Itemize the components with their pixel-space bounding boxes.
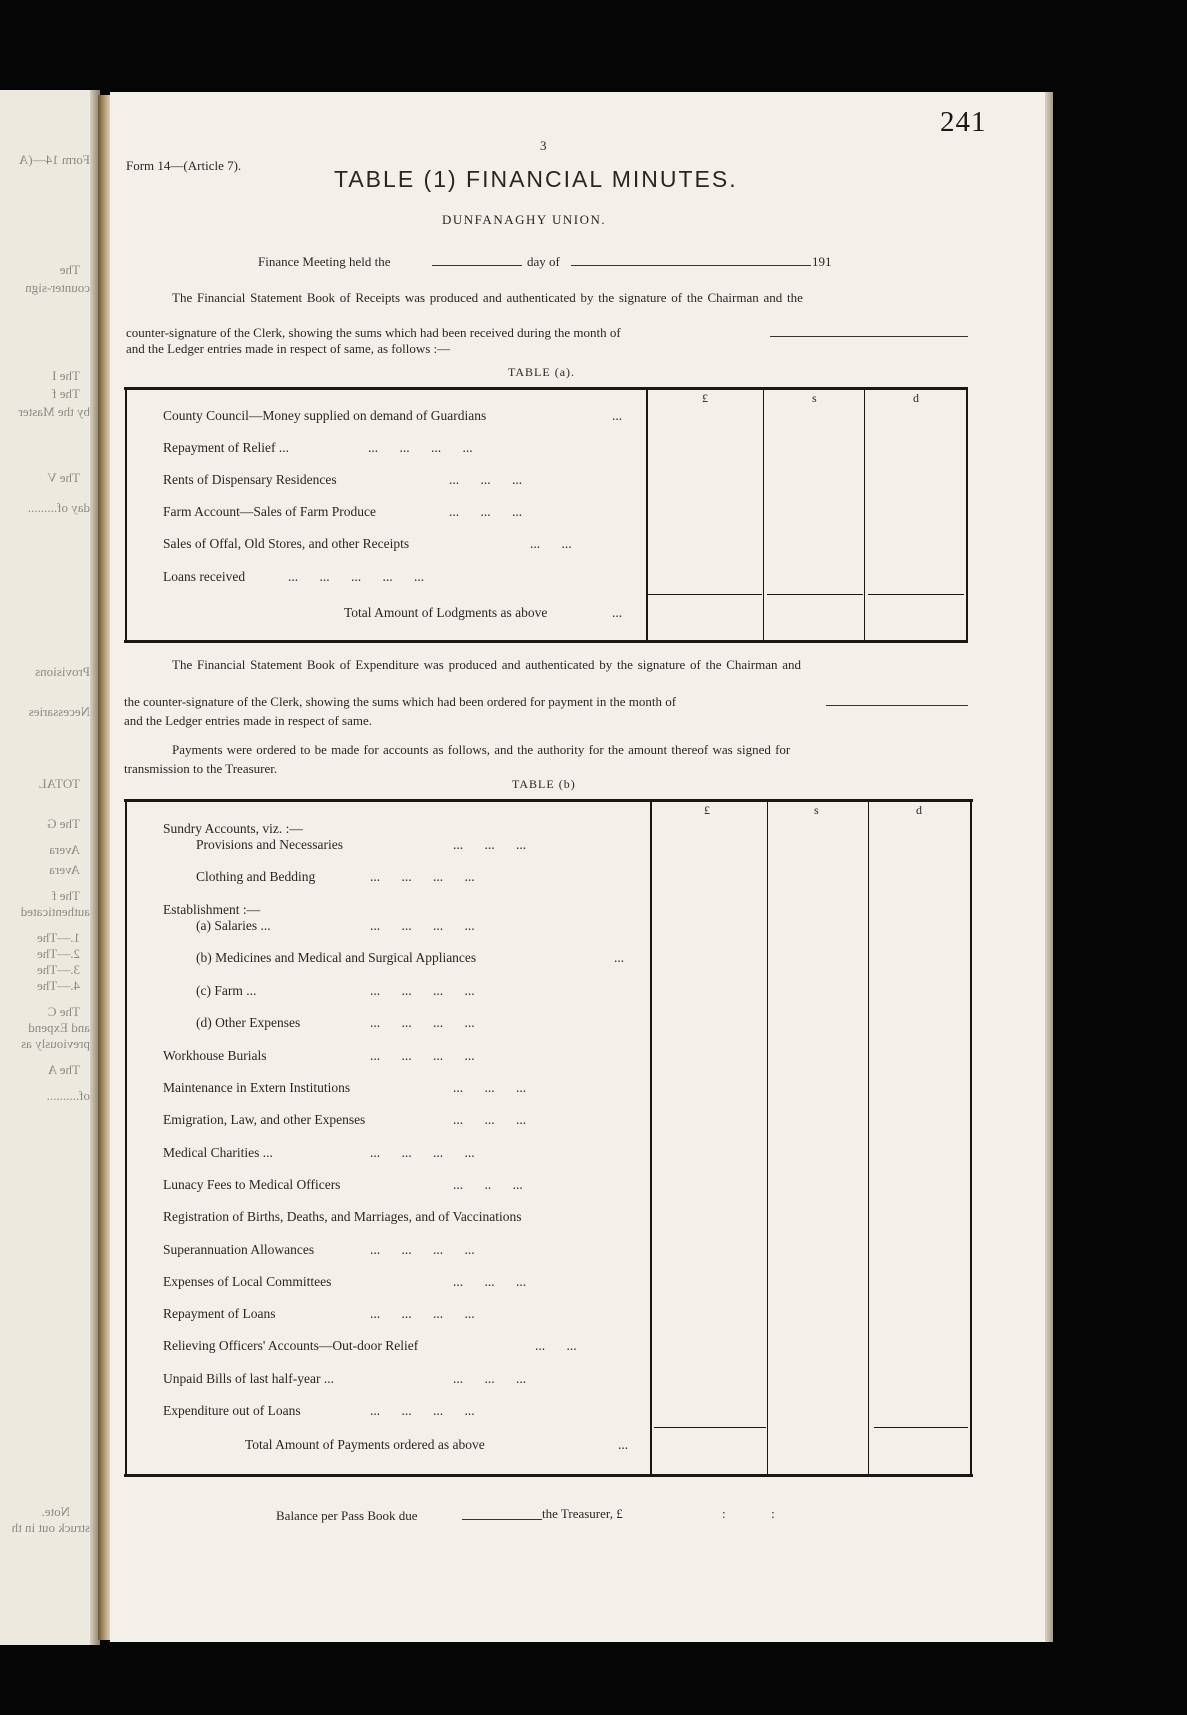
table-a-col-divider-pounds — [646, 390, 648, 640]
table-b-row: Sundry Accounts, viz. :— — [163, 821, 303, 836]
table-a-row-dots: ... ... ... — [449, 504, 523, 519]
table-b-right-border — [970, 802, 972, 1474]
receipts-intro-line2: counter-signature of the Clerk, showing the sums which had been received during the month of — [126, 325, 621, 340]
balance-prefix: Balance per Pass Book due — [276, 1508, 418, 1523]
table-b-row-dots: ... ... ... — [453, 1274, 527, 1289]
receipts-intro-line1: The Financial Statement Book of Receipts was produced and authenticated by the signature of the Chairman and the — [172, 290, 803, 305]
balance-due-blank — [462, 1519, 542, 1520]
table-b-row-dots: ... ... ... — [453, 1080, 527, 1095]
page-edge — [1045, 92, 1053, 1642]
table-b-total-label: Total Amount of Payments ordered as above — [245, 1437, 485, 1452]
expenditure-month-blank — [826, 705, 968, 706]
table-b-row: Workhouse Burials — [163, 1048, 267, 1063]
balance-treasurer-label: the Treasurer, £ — [542, 1506, 623, 1521]
table-a-row: Sales of Offal, Old Stores, and other Receipts — [163, 536, 410, 551]
table-a-row: Repayment of Relief ... — [163, 440, 289, 455]
table-a-row-dots: ... ... ... ... — [368, 440, 473, 455]
page-title: TABLE (1) FINANCIAL MINUTES. — [334, 166, 738, 192]
facing-page-mirrored-text: Form 14—(A The counter-sign The I The f by the Master The V day of......... Provisions Necessaries TOTAL The G Avera Avera The f authenticated 1.—The 2.—The 3.—The 4.—The The C and Expend previously as The A of.......... Note. struck out in th — [11, 152, 90, 1535]
table-a-row-dots: ... — [612, 408, 623, 423]
expenditure-intro-line4: Payments were ordered to be made for accounts as follows, and the authority for the amount thereof was signed for — [172, 742, 791, 757]
receipts-month-blank — [770, 336, 968, 337]
table-b-row-dots: ... ... ... ... — [370, 1048, 475, 1063]
meeting-line-prefix: Finance Meeting held the — [258, 254, 391, 269]
table-b-row-dots: ... ... ... ... — [370, 1306, 475, 1321]
table-b-row-dots: ... ... ... — [453, 1112, 527, 1127]
table-b-row: Superannuation Allowances — [163, 1242, 315, 1257]
table-b-header-pounds: £ — [704, 803, 710, 817]
table-b-caption: TABLE (b) — [512, 777, 576, 791]
table-b-row-dots: ... ... ... — [453, 837, 527, 852]
table-b-row-dots: ... — [614, 950, 625, 965]
table-b-row: Emigration, Law, and other Expenses — [163, 1112, 366, 1127]
table-a-row: Loans received — [163, 569, 246, 584]
table-b-row: Relieving Officers' Accounts—Out-door Relief — [163, 1338, 419, 1353]
table-a-col-divider-shillings — [763, 390, 764, 640]
table-b-header-shillings: s — [814, 803, 819, 817]
meeting-year: 191 — [812, 254, 832, 269]
page-number: 241 — [940, 106, 987, 138]
table-b-total-rule-pounds — [654, 1427, 766, 1428]
table-b-row: (c) Farm ... — [196, 983, 257, 998]
table-a-right-border — [966, 390, 968, 640]
table-a-col-divider-pence — [864, 390, 865, 640]
table-a-total-label: Total Amount of Lodgments as above — [344, 605, 548, 620]
table-b-row-dots: ... ... ... ... — [370, 1145, 475, 1160]
table-b-row: Establishment :— — [163, 902, 261, 917]
table-b-row-dots: ... ... ... ... — [370, 1015, 475, 1030]
receipts-intro-line3: and the Ledger entries made in respect of same, as follows :— — [126, 341, 451, 356]
expenditure-intro-line1: The Financial Statement Book of Expenditure was produced and authenticated by the signature of the Chairman and — [172, 657, 802, 672]
table-a-row-dots: ... ... ... ... ... — [288, 569, 425, 584]
meeting-month-blank — [571, 265, 811, 266]
table-a-row: County Council—Money supplied on demand of Guardians — [163, 408, 487, 423]
expenditure-intro-line3: and the Ledger entries made in respect of same. — [124, 713, 372, 728]
table-a-row: Farm Account—Sales of Farm Produce — [163, 504, 376, 519]
table-b-row: Medical Charities ... — [163, 1145, 273, 1160]
table-b-row-dots: ... ... — [535, 1338, 577, 1353]
form-reference: Form 14—(Article 7). — [126, 158, 242, 173]
balance-amount-separators: : : — [722, 1506, 775, 1521]
expenditure-intro-line2: the counter-signature of the Clerk, showing the sums which had been ordered for payment in the month of — [124, 694, 677, 709]
table-b-row: (a) Salaries ... — [196, 918, 271, 933]
table-b-row: Repayment of Loans — [163, 1306, 276, 1321]
table-a-row: Rents of Dispensary Residences — [163, 472, 337, 487]
table-b-header-pence: d — [916, 803, 922, 817]
facing-page — [0, 90, 100, 1645]
table-a-caption: TABLE (a). — [508, 365, 576, 379]
table-b-row-dots: ... ... ... ... — [370, 1242, 475, 1257]
table-a-row-dots: ... ... — [530, 536, 572, 551]
table-a-total-rule-pounds — [648, 594, 762, 595]
table-b-row-dots: ... ... ... ... — [370, 918, 475, 933]
table-a-left-border — [125, 390, 127, 640]
table-b-row-dots: ... ... ... ... — [370, 869, 475, 884]
expenditure-intro-line5: transmission to the Treasurer. — [124, 761, 278, 776]
table-b-row: Provisions and Necessaries — [196, 837, 343, 852]
table-b-row-dots: ... .. ... — [453, 1177, 523, 1192]
table-a-row-dots: ... ... ... — [449, 472, 523, 487]
table-b-row: Maintenance in Extern Institutions — [163, 1080, 351, 1095]
table-a-header-pence: d — [913, 391, 919, 405]
table-a-total-dots: ... — [612, 605, 623, 620]
table-b-row: Expenses of Local Committees — [163, 1274, 332, 1289]
table-a-header-pounds: £ — [702, 391, 708, 405]
table-b-row-dots: ... ... ... ... — [370, 983, 475, 998]
table-b-row: Registration of Births, Deaths, and Marriages, and of Vaccinations — [163, 1209, 522, 1224]
table-b-row-dots: ... ... ... — [453, 1371, 527, 1386]
table-a-header-shillings: s — [812, 391, 817, 405]
table-b-col-divider-pounds — [650, 802, 652, 1474]
table-a-total-rule-shillings — [767, 594, 863, 595]
table-b-row: Clothing and Bedding — [196, 869, 316, 884]
table-b-total-dots: ... — [618, 1437, 629, 1452]
table-b-left-border — [125, 802, 127, 1474]
table-a-total-rule-pence — [868, 594, 964, 595]
sheet-number: 3 — [540, 138, 547, 153]
meeting-day-blank — [432, 265, 522, 266]
table-b-row: Expenditure out of Loans — [163, 1403, 301, 1418]
table-b-row: Unpaid Bills of last half-year ... — [163, 1371, 334, 1386]
table-b-total-rule-pence — [874, 1427, 968, 1428]
table-b-col-divider-pence — [868, 802, 869, 1474]
table-b-col-divider-shillings — [767, 802, 768, 1474]
table-b-row-dots: ... ... ... ... — [370, 1403, 475, 1418]
meeting-line-mid: day of — [527, 254, 560, 269]
table-b-row: (b) Medicines and Medical and Surgical Appliances — [196, 950, 477, 965]
table-b-row: Lunacy Fees to Medical Officers — [163, 1177, 341, 1192]
table-b-row: (d) Other Expenses — [196, 1015, 301, 1030]
union-name: DUNFANAGHY UNION. — [442, 212, 607, 227]
